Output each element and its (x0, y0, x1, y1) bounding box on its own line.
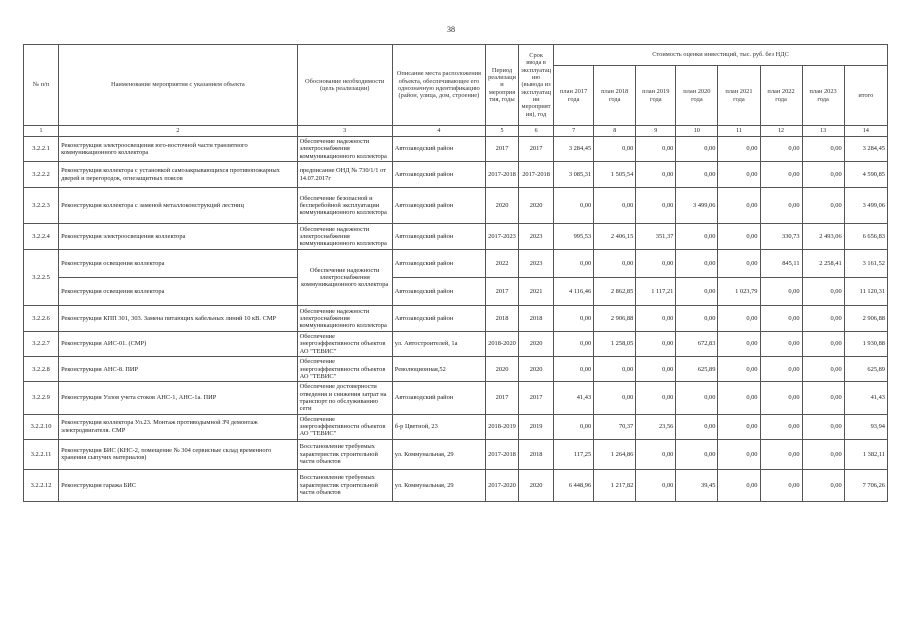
row-period: 2020 (485, 188, 518, 224)
header-year: план 2019 года (636, 66, 676, 126)
row-value: 0,00 (554, 357, 594, 382)
row-period: 2018 (485, 306, 518, 332)
row-value: 0,00 (594, 188, 636, 224)
row-value: 0,00 (760, 382, 802, 414)
row-purpose: Обеспечение энергоэффективности объектов АО "ТЕВИС" (297, 357, 392, 382)
header-year: итого (844, 66, 887, 126)
row-value: 93,94 (844, 414, 887, 439)
row-value: 7 706,26 (844, 469, 887, 501)
row-value: 1 505,54 (594, 162, 636, 188)
row-value: 70,37 (594, 414, 636, 439)
header-location: Описание места расположения объекта, обеспечивающее его однозначную идентификацию (район, улица, дом, строение) (392, 45, 485, 126)
row-value: 0,00 (718, 357, 760, 382)
table-row (24, 469, 888, 501)
row-commission: 2020 (519, 469, 554, 501)
column-index: 13 (802, 126, 844, 137)
row-value: 0,00 (676, 278, 718, 306)
row-value: 0,00 (676, 382, 718, 414)
table-row (24, 137, 888, 162)
column-index: 6 (519, 126, 554, 137)
row-number: 3.2.2.9 (24, 382, 59, 414)
row-location: ул. Коммунальная, 29 (392, 439, 485, 469)
row-number: 3.2.2.4 (24, 224, 59, 250)
row-purpose: Обеспечение достоверности отведения и снижения затрат на транспорт по обслуживанию сети (297, 382, 392, 414)
row-value: 0,00 (802, 332, 844, 357)
row-name: Реконструкция коллектора с установкой самозакрывающихся противопожарных дверей и перегородок, огнезащитных поясов (59, 162, 298, 188)
row-value: 1 382,11 (844, 439, 887, 469)
row-value: 0,00 (594, 137, 636, 162)
row-purpose: Обеспечение энергоэффективности объектов АО "ТЕВИС" (297, 414, 392, 439)
header-cost-group: Стоимость оценки инвестиций, тыс. руб. без НДС (554, 45, 888, 66)
row-name: Реконструкция электроосвещения коллектора (59, 224, 298, 250)
column-index: 1 (24, 126, 59, 137)
row-number: 3.2.2.5 (24, 250, 59, 306)
row-name: Реконструкция БИС (КНС-2, помещение № 304 сервисные склад временного хранения сыпучих материалов) (59, 439, 298, 469)
column-index: 8 (594, 126, 636, 137)
table-row (24, 306, 888, 332)
row-value: 0,00 (594, 382, 636, 414)
row-value: 0,00 (554, 414, 594, 439)
row-commission: 2023 (519, 250, 554, 278)
row-value: 0,00 (718, 439, 760, 469)
row-purpose: Обеспечение безопасной и бесперебойной эксплуатации коммуникационного коллектора (297, 188, 392, 224)
row-value: 2 862,85 (594, 278, 636, 306)
table-row (24, 357, 888, 382)
row-value: 0,00 (718, 414, 760, 439)
row-value: 0,00 (636, 137, 676, 162)
row-number: 3.2.2.2 (24, 162, 59, 188)
row-location: Автозаводский район (392, 278, 485, 306)
row-value: 1 217,82 (594, 469, 636, 501)
row-value: 0,00 (676, 162, 718, 188)
row-value: 672,83 (676, 332, 718, 357)
row-purpose: Восстановление требуемых характеристик строительной части объектов (297, 469, 392, 501)
row-value: 0,00 (636, 188, 676, 224)
table-row (24, 414, 888, 439)
row-location: Автозаводский район (392, 188, 485, 224)
row-period: 2018-2019 (485, 414, 518, 439)
row-value: 0,00 (554, 332, 594, 357)
row-value: 4 590,85 (844, 162, 887, 188)
row-value: 3 499,06 (676, 188, 718, 224)
row-value: 0,00 (676, 439, 718, 469)
row-location: Автозаводский район (392, 137, 485, 162)
row-number: 3.2.2.10 (24, 414, 59, 439)
row-value: 0,00 (636, 250, 676, 278)
row-value: 1 258,05 (594, 332, 636, 357)
row-value: 3 161,52 (844, 250, 887, 278)
row-period: 2017 (485, 137, 518, 162)
row-value: 23,56 (636, 414, 676, 439)
row-name: Реконструкция Узлов учета стоков АНС-1, АНС-1а. ПИР (59, 382, 298, 414)
header-year: план 2020 года (676, 66, 718, 126)
table-row (24, 278, 888, 306)
row-purpose: предписание ОНД № 730/1/1 от 14.07.2017г (297, 162, 392, 188)
row-commission: 2019 (519, 414, 554, 439)
row-period: 2017-2018 (485, 162, 518, 188)
row-name: Реконструкция коллектора Ул.23. Монтаж противодымной ЗЧ демонтаж электродвигателя. СМР (59, 414, 298, 439)
row-value: 0,00 (718, 469, 760, 501)
row-name: Реконструкция коллектора с заменой металлоконструкций лестниц (59, 188, 298, 224)
row-value: 41,43 (844, 382, 887, 414)
row-value: 995,53 (554, 224, 594, 250)
column-index: 14 (844, 126, 887, 137)
row-commission: 2017-2018 (519, 162, 554, 188)
row-period: 2017-2023 (485, 224, 518, 250)
row-value: 0,00 (718, 162, 760, 188)
row-value: 6 448,96 (554, 469, 594, 501)
row-value: 4 116,46 (554, 278, 594, 306)
header-purpose: Обоснование необходимости (цель реализации) (297, 45, 392, 126)
table-row (24, 188, 888, 224)
row-period: 2022 (485, 250, 518, 278)
row-number: 3.2.2.11 (24, 439, 59, 469)
row-name: Реконструкция электроосвещения юго-восточной части транзитного коммуникационного коллектора (59, 137, 298, 162)
row-value: 3 085,31 (554, 162, 594, 188)
column-index: 12 (760, 126, 802, 137)
row-commission: 2020 (519, 188, 554, 224)
row-name: Реконструкция АНС-8. ПИР (59, 357, 298, 382)
row-location: Автозаводский район (392, 162, 485, 188)
row-value: 0,00 (802, 137, 844, 162)
row-commission: 2018 (519, 439, 554, 469)
row-value: 0,00 (802, 469, 844, 501)
row-value: 0,00 (802, 357, 844, 382)
row-value: 0,00 (554, 250, 594, 278)
row-purpose: Обеспечение надежности электроснабжения коммуникационного коллектора (297, 137, 392, 162)
row-value: 0,00 (676, 414, 718, 439)
investment-table (23, 44, 888, 502)
row-value: 0,00 (718, 382, 760, 414)
row-value: 0,00 (802, 414, 844, 439)
row-value: 625,89 (844, 357, 887, 382)
row-value: 0,00 (676, 137, 718, 162)
row-number: 3.2.2.3 (24, 188, 59, 224)
row-name: Реконструкция КПП 301, 303. Замена питающих кабельных линий 10 кВ. СМР (59, 306, 298, 332)
row-period: 2017-2020 (485, 469, 518, 501)
row-purpose: Обеспечение надежности электроснабжения коммуникационного коллектора (297, 250, 392, 306)
row-commission: 2021 (519, 278, 554, 306)
row-value: 0,00 (802, 439, 844, 469)
column-index: 10 (676, 126, 718, 137)
row-value: 3 499,06 (844, 188, 887, 224)
row-location: Автозаводский район (392, 382, 485, 414)
table-row (24, 439, 888, 469)
row-value: 0,00 (760, 137, 802, 162)
column-index: 7 (554, 126, 594, 137)
row-value: 0,00 (760, 414, 802, 439)
row-value: 41,43 (554, 382, 594, 414)
row-name: Реконструкция освещения коллектора (59, 278, 298, 306)
row-value: 625,89 (676, 357, 718, 382)
row-commission: 2023 (519, 224, 554, 250)
row-value: 2 258,41 (802, 250, 844, 278)
row-location: Автозаводский район (392, 250, 485, 278)
row-value: 0,00 (718, 332, 760, 357)
row-commission: 2017 (519, 382, 554, 414)
row-value: 0,00 (760, 332, 802, 357)
column-index: 2 (59, 126, 298, 137)
row-value: 0,00 (718, 137, 760, 162)
page-number: 38 (447, 25, 455, 34)
row-location: ул. Автостроителей, 1а (392, 332, 485, 357)
row-commission: 2020 (519, 357, 554, 382)
row-value: 0,00 (802, 382, 844, 414)
row-value: 0,00 (554, 306, 594, 332)
row-number: 3.2.2.8 (24, 357, 59, 382)
row-value: 0,00 (594, 250, 636, 278)
row-location: б-р Цветной, 23 (392, 414, 485, 439)
row-value: 0,00 (802, 188, 844, 224)
row-value: 3 284,45 (844, 137, 887, 162)
row-number: 3.2.2.12 (24, 469, 59, 501)
column-index: 11 (718, 126, 760, 137)
row-value: 0,00 (760, 469, 802, 501)
row-value: 0,00 (718, 250, 760, 278)
column-index: 4 (392, 126, 485, 137)
row-value: 0,00 (676, 306, 718, 332)
row-name: Реконструкция освещения коллектора (59, 250, 298, 278)
header-year: план 2018 года (594, 66, 636, 126)
row-value: 2 906,88 (594, 306, 636, 332)
row-period: 2017 (485, 278, 518, 306)
table-row (24, 382, 888, 414)
row-number: 3.2.2.7 (24, 332, 59, 357)
header-year: план 2017 года (554, 66, 594, 126)
table-row (24, 332, 888, 357)
row-commission: 2018 (519, 306, 554, 332)
row-value: 0,00 (802, 162, 844, 188)
row-commission: 2017 (519, 137, 554, 162)
table-row (24, 224, 888, 250)
header-year: план 2023 года (802, 66, 844, 126)
row-location: Революционная,52 (392, 357, 485, 382)
row-value: 0,00 (594, 357, 636, 382)
row-value: 39,45 (676, 469, 718, 501)
row-value: 2 406,15 (594, 224, 636, 250)
row-purpose: Обеспечение надежности электроснабжения коммуникационного коллектора (297, 224, 392, 250)
row-location: ул. Коммунальная, 29 (392, 469, 485, 501)
row-value: 0,00 (760, 188, 802, 224)
row-name: Реконструкция гаража БИС (59, 469, 298, 501)
column-index: 3 (297, 126, 392, 137)
row-value: 0,00 (636, 306, 676, 332)
row-value: 1 930,88 (844, 332, 887, 357)
row-value: 0,00 (802, 278, 844, 306)
row-value: 0,00 (802, 306, 844, 332)
row-value: 2 906,88 (844, 306, 887, 332)
row-number: 3.2.2.6 (24, 306, 59, 332)
column-index: 9 (636, 126, 676, 137)
row-period: 2020 (485, 357, 518, 382)
row-value: 0,00 (636, 469, 676, 501)
row-location: Автозаводский район (392, 224, 485, 250)
row-value: 0,00 (676, 224, 718, 250)
row-value: 0,00 (760, 439, 802, 469)
row-value: 0,00 (636, 357, 676, 382)
header-year: план 2022 года (760, 66, 802, 126)
row-value: 0,00 (636, 382, 676, 414)
row-value: 0,00 (760, 357, 802, 382)
row-value: 3 284,45 (554, 137, 594, 162)
row-value: 0,00 (676, 250, 718, 278)
table-row (24, 162, 888, 188)
header-year: план 2021 года (718, 66, 760, 126)
row-value: 0,00 (554, 188, 594, 224)
row-value: 1 264,86 (594, 439, 636, 469)
header-num: № п/п (24, 45, 59, 126)
row-value: 0,00 (760, 306, 802, 332)
row-value: 351,37 (636, 224, 676, 250)
table-row (24, 250, 888, 278)
row-purpose: Обеспечение надежности электроснабжения коммуникационного коллектора (297, 306, 392, 332)
row-name: Реконструкция АИС-01. (СМР) (59, 332, 298, 357)
row-value: 1 023,79 (718, 278, 760, 306)
row-period: 2018-2020 (485, 332, 518, 357)
row-value: 0,00 (760, 162, 802, 188)
row-period: 2017 (485, 382, 518, 414)
row-value: 117,25 (554, 439, 594, 469)
row-period: 2017-2018 (485, 439, 518, 469)
row-value: 0,00 (718, 306, 760, 332)
row-value: 2 493,06 (802, 224, 844, 250)
row-commission: 2020 (519, 332, 554, 357)
row-value: 0,00 (636, 439, 676, 469)
row-value: 1 117,21 (636, 278, 676, 306)
row-value: 6 656,83 (844, 224, 887, 250)
header-period: Период реализации мероприятия, годы (485, 45, 518, 126)
row-value: 0,00 (718, 224, 760, 250)
row-value: 0,00 (718, 188, 760, 224)
header-commission: Срок ввода в эксплуатацию (вывода из эксплуатации мероприятия), год (519, 45, 554, 126)
row-value: 845,11 (760, 250, 802, 278)
row-purpose: Обеспечение энергоэффективности объектов АО "ТЕВИС" (297, 332, 392, 357)
row-location: Автозаводский район (392, 306, 485, 332)
row-value: 330,73 (760, 224, 802, 250)
column-index: 5 (485, 126, 518, 137)
header-name: Наименование мероприятия с указанием объекта (59, 45, 298, 126)
row-value: 11 120,31 (844, 278, 887, 306)
row-purpose: Восстановление требуемых характеристик строительной части объектов (297, 439, 392, 469)
row-value: 0,00 (636, 162, 676, 188)
row-value: 0,00 (760, 278, 802, 306)
row-number: 3.2.2.1 (24, 137, 59, 162)
row-value: 0,00 (636, 332, 676, 357)
